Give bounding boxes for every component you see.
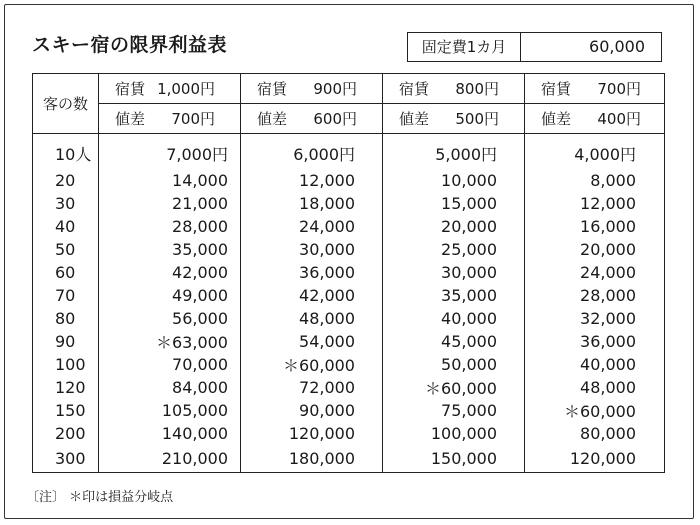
- margin-header-cell: [241, 104, 383, 134]
- profit-cell: 100,000: [383, 422, 525, 445]
- break-even-cell: ＊60,000: [525, 399, 665, 422]
- margin-header-row: [33, 104, 665, 134]
- profit-cell: 16,000: [525, 215, 665, 238]
- profit-cell: 50,000: [383, 353, 525, 376]
- profit-cell: 24,000: [241, 215, 383, 238]
- table-row: [33, 134, 665, 170]
- profit-cell: 75,000: [383, 399, 525, 422]
- profit-cell: 120,000: [241, 422, 383, 445]
- customer-count: 120: [33, 376, 99, 399]
- profit-cell: 8,000: [525, 169, 665, 192]
- customer-count: 40: [33, 215, 99, 238]
- profit-cell: 80,000: [525, 422, 665, 445]
- customer-count: 10人: [33, 134, 99, 170]
- profit-cell: 40,000: [525, 353, 665, 376]
- margin-header-cell: [383, 104, 525, 134]
- profit-cell: 4,000円: [525, 134, 665, 170]
- customer-count: 80: [33, 307, 99, 330]
- profit-cell: 24,000: [525, 261, 665, 284]
- profit-cell: 32,000: [525, 307, 665, 330]
- customer-count: 100: [33, 353, 99, 376]
- break-even-cell: ＊63,000: [99, 330, 241, 353]
- profit-cell: 45,000: [383, 330, 525, 353]
- profit-cell: 5,000円: [383, 134, 525, 170]
- price-value: 700円: [597, 80, 642, 98]
- table-row: [33, 284, 665, 307]
- profit-cell: 210,000: [99, 445, 241, 473]
- price-header-cell: [99, 74, 241, 104]
- price-header-cell: [525, 74, 665, 104]
- table-row: [33, 238, 665, 261]
- price-label: 宿賃: [399, 80, 430, 98]
- profit-cell: 42,000: [241, 284, 383, 307]
- profit-cell: 21,000: [99, 192, 241, 215]
- price-header-row: [33, 74, 665, 104]
- break-even-cell: ＊60,000: [241, 353, 383, 376]
- customer-count: 70: [33, 284, 99, 307]
- price-value: 1,000円: [157, 80, 216, 98]
- customer-count: 20: [33, 169, 99, 192]
- price-label: 宿賃: [257, 80, 288, 98]
- profit-cell: 20,000: [525, 238, 665, 261]
- price-value: 900円: [313, 80, 358, 98]
- table-row: [33, 399, 665, 422]
- table-row: [33, 215, 665, 238]
- customer-count: 50: [33, 238, 99, 261]
- profit-cell: 6,000円: [241, 134, 383, 170]
- table-row: [33, 445, 665, 473]
- marginal-profit-table: [32, 73, 665, 473]
- table-row: [33, 353, 665, 376]
- profit-cell: 7,000円: [99, 134, 241, 170]
- margin-value: 400円: [597, 110, 642, 128]
- customer-count: 90: [33, 330, 99, 353]
- margin-value: 700円: [171, 110, 216, 128]
- profit-cell: 30,000: [241, 238, 383, 261]
- margin-label: 値差: [541, 110, 572, 128]
- margin-value: 600円: [313, 110, 358, 128]
- profit-cell: 54,000: [241, 330, 383, 353]
- table-row: [33, 192, 665, 215]
- price-header-cell: [383, 74, 525, 104]
- profit-cell: 42,000: [99, 261, 241, 284]
- profit-cell: 140,000: [99, 422, 241, 445]
- profit-cell: 28,000: [525, 284, 665, 307]
- table-row: [33, 169, 665, 192]
- margin-label: 値差: [115, 110, 146, 128]
- profit-cell: 30,000: [383, 261, 525, 284]
- profit-cell: 56,000: [99, 307, 241, 330]
- profit-cell: 72,000: [241, 376, 383, 399]
- profit-cell: 12,000: [241, 169, 383, 192]
- profit-cell: 48,000: [525, 376, 665, 399]
- profit-cell: 35,000: [383, 284, 525, 307]
- profit-cell: 150,000: [383, 445, 525, 473]
- customer-count: 150: [33, 399, 99, 422]
- profit-cell: 14,000: [99, 169, 241, 192]
- customer-count: 200: [33, 422, 99, 445]
- footnote: 〔注〕 ＊印は損益分岐点: [26, 490, 174, 505]
- price-value: 800円: [455, 80, 500, 98]
- customers-header: 客の数: [33, 74, 99, 134]
- profit-cell: 36,000: [525, 330, 665, 353]
- customer-count: 60: [33, 261, 99, 284]
- page-title: スキー宿の限界利益表: [32, 34, 228, 56]
- profit-cell: 84,000: [99, 376, 241, 399]
- margin-header-cell: [99, 104, 241, 134]
- customer-count: 300: [33, 445, 99, 473]
- price-header-cell: [241, 74, 383, 104]
- table-row: [33, 330, 665, 353]
- break-even-cell: ＊60,000: [383, 376, 525, 399]
- profit-cell: 120,000: [525, 445, 665, 473]
- profit-cell: 20,000: [383, 215, 525, 238]
- profit-cell: 70,000: [99, 353, 241, 376]
- table-row: [33, 261, 665, 284]
- margin-value: 500円: [455, 110, 500, 128]
- profit-cell: 90,000: [241, 399, 383, 422]
- margin-label: 値差: [257, 110, 288, 128]
- table-row: [33, 422, 665, 445]
- profit-cell: 15,000: [383, 192, 525, 215]
- profit-cell: 48,000: [241, 307, 383, 330]
- profit-cell: 12,000: [525, 192, 665, 215]
- price-label: 宿賃: [541, 80, 572, 98]
- margin-header-cell: [525, 104, 665, 134]
- table-row: [33, 307, 665, 330]
- margin-label: 値差: [399, 110, 430, 128]
- profit-cell: 28,000: [99, 215, 241, 238]
- profit-cell: 18,000: [241, 192, 383, 215]
- table-row: [33, 376, 665, 399]
- profit-cell: 180,000: [241, 445, 383, 473]
- profit-cell: 36,000: [241, 261, 383, 284]
- profit-cell: 25,000: [383, 238, 525, 261]
- profit-cell: 49,000: [99, 284, 241, 307]
- fixed-cost-label: 固定費1カ月: [408, 33, 521, 61]
- customer-count: 30: [33, 192, 99, 215]
- profit-cell: 40,000: [383, 307, 525, 330]
- price-label: 宿賃: [115, 80, 146, 98]
- profit-cell: 105,000: [99, 399, 241, 422]
- fixed-cost-value: 60,000: [589, 37, 645, 56]
- fixed-cost-box: [407, 32, 662, 62]
- profit-cell: 35,000: [99, 238, 241, 261]
- profit-cell: 10,000: [383, 169, 525, 192]
